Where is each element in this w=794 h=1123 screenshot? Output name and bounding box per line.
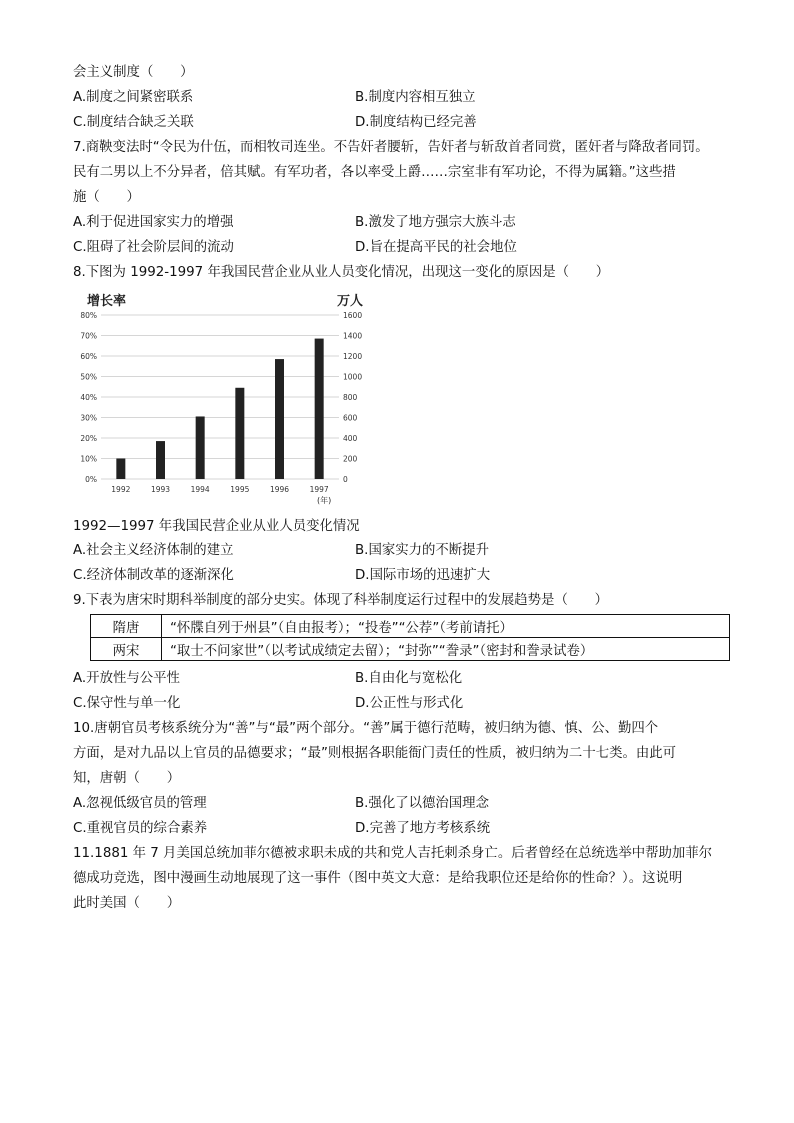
right-tick-label: 1000 bbox=[343, 372, 363, 382]
left-tick-labels bbox=[80, 311, 97, 484]
chart-bar bbox=[196, 416, 205, 479]
left-tick-label: 80% bbox=[80, 311, 97, 320]
q8-option-c: C.经济体制改革的逐渐深化 bbox=[73, 568, 234, 583]
right-tick-label: 1200 bbox=[343, 352, 363, 361]
table-cell-content: “取士不问家世”（以考试成绩定去留）；“封弥”“誊录”（密封和誊录试卷） bbox=[162, 638, 730, 661]
q9-stem: 9.下表为唐宋时期科举制度的部分史实。体现了科举制度运行过程中的发展趋势是（ ） bbox=[73, 593, 609, 608]
q8-option-a: A.社会主义经济体制的建立 bbox=[73, 543, 234, 558]
right-tick-label: 0 bbox=[343, 475, 348, 484]
chart-bar bbox=[275, 359, 284, 479]
q8-option-b: B.国家实力的不断提升 bbox=[355, 543, 489, 558]
q7-stem-line-3: 施（ ） bbox=[73, 190, 140, 205]
chart-gridlines bbox=[101, 315, 339, 479]
right-tick-label: 800 bbox=[343, 393, 358, 402]
q10-stem-line-1: 10.唐朝官员考核系统分为“善”与“最”两个部分。“善”属于德行范畴，被归纳为德、慎、公、勤四个 bbox=[73, 721, 659, 736]
right-tick-label: 400 bbox=[343, 434, 358, 443]
q6-option-b: B.制度内容相互独立 bbox=[355, 90, 476, 105]
right-tick-label: 200 bbox=[343, 454, 358, 464]
q9-option-b: B.自由化与宽松化 bbox=[355, 671, 463, 686]
left-tick-label: 0% bbox=[85, 475, 97, 484]
chart-bar bbox=[116, 459, 125, 480]
q8-stem: 8.下图为 1992-1997 年我国民营企业从业人员变化情况，出现这一变化的原因是（ ） bbox=[73, 265, 610, 280]
q11-stem-line-3: 此时美国（ ） bbox=[73, 896, 181, 911]
x-tick-labels bbox=[111, 485, 329, 494]
q9-option-d: D.公正性与形式化 bbox=[355, 696, 464, 711]
table-cell-era: 隋唐 bbox=[91, 615, 162, 638]
q7-option-c: C.阻碍了社会阶层间的流动 bbox=[73, 240, 234, 255]
q7-option-a: A.利于促进国家实力的增强 bbox=[73, 215, 234, 230]
q7-stem-line-2: 民有二男以上不分异者，倍其赋。有军功者，各以率受上爵……宗室非有军功论，不得为属籍。”这些措 bbox=[73, 165, 676, 180]
right-tick-label: 600 bbox=[343, 413, 358, 423]
q7-option-b: B.激发了地方强宗大族斗志 bbox=[355, 215, 516, 230]
q6-stem-tail: 会主义制度（ ） bbox=[73, 65, 194, 80]
q7-stem-line-1: 7.商鞅变法时“令民为什伍，而相牧司连坐。不告奸者腰斩，告奸者与斩敌首者同赏，匿奸者与降敌者同罚。 bbox=[73, 140, 709, 155]
x-unit-label: (年) bbox=[317, 496, 332, 505]
table-cell-content: “怀牒自列于州县”（自由报考）；“投卷”“公荐”（考前请托） bbox=[162, 615, 730, 638]
left-tick-label: 70% bbox=[80, 331, 97, 341]
q10-stem-line-2: 方面，是对九品以上官员的品德要求；“最”则根据各职能衙门责任的性质，被归纳为二十七类。由此可 bbox=[73, 746, 677, 761]
left-tick-label: 50% bbox=[80, 372, 97, 382]
x-tick-label: 1994 bbox=[190, 485, 210, 494]
q11-stem-line-1: 11.1881 年 7 月美国总统加菲尔德被求职未成的共和党人吉托刺杀身亡。后者曾经在总统选举中帮助加菲尔 bbox=[73, 846, 713, 861]
q10-option-c: C.重视官员的综合素养 bbox=[73, 821, 208, 836]
right-tick-label: 1600 bbox=[343, 311, 363, 320]
q8-chart-caption: 1992—1997 年我国民营企业从业人员变化情况 bbox=[73, 519, 360, 534]
right-tick-label: 1400 bbox=[343, 331, 363, 341]
chart-bar bbox=[156, 441, 165, 479]
chart-bar bbox=[315, 339, 324, 479]
q9-option-c: C.保守性与单一化 bbox=[73, 696, 181, 711]
q10-stem-line-3: 知，唐朝（ ） bbox=[73, 771, 181, 786]
table-row bbox=[91, 615, 730, 638]
q9-table bbox=[90, 614, 730, 661]
q10-option-a: A.忽视低级官员的管理 bbox=[73, 796, 207, 811]
q9-option-a: A.开放性与公平性 bbox=[73, 671, 180, 686]
q11-stem-line-2: 德成功竞选，图中漫画生动地展现了这一事件（图中英文大意：是给我职位还是给你的性命？）。这说明 bbox=[73, 871, 683, 886]
right-tick-labels bbox=[343, 311, 362, 484]
left-axis-label: 增长率 bbox=[87, 294, 127, 309]
q8-bar-chart bbox=[73, 289, 373, 511]
q7-option-d: D.旨在提高平民的社会地位 bbox=[355, 240, 517, 255]
table-cell-era: 两宋 bbox=[91, 638, 162, 661]
x-tick-label: 1995 bbox=[230, 485, 250, 494]
left-tick-label: 20% bbox=[80, 434, 97, 443]
q6-option-c: C.制度结合缺乏关联 bbox=[73, 115, 194, 130]
chart-bar bbox=[235, 388, 244, 479]
x-tick-label: 1996 bbox=[269, 485, 290, 494]
chart-bars bbox=[116, 339, 323, 479]
left-tick-label: 40% bbox=[80, 393, 97, 402]
left-tick-label: 10% bbox=[80, 454, 97, 464]
q6-option-d: D.制度结构已经完善 bbox=[355, 115, 477, 130]
x-tick-label: 1997 bbox=[309, 485, 329, 494]
q8-option-d: D.国际市场的迅速扩大 bbox=[355, 568, 491, 583]
q10-option-d: D.完善了地方考核系统 bbox=[355, 821, 491, 836]
q10-option-b: B.强化了以德治国理念 bbox=[355, 796, 489, 811]
q6-option-a: A.制度之间紧密联系 bbox=[73, 90, 194, 105]
left-tick-label: 60% bbox=[80, 352, 97, 361]
x-tick-label: 1992 bbox=[111, 485, 131, 494]
left-tick-label: 30% bbox=[80, 413, 97, 423]
x-tick-label: 1993 bbox=[150, 485, 171, 494]
right-axis-label: 万人 bbox=[337, 294, 364, 309]
table-row bbox=[91, 638, 730, 661]
